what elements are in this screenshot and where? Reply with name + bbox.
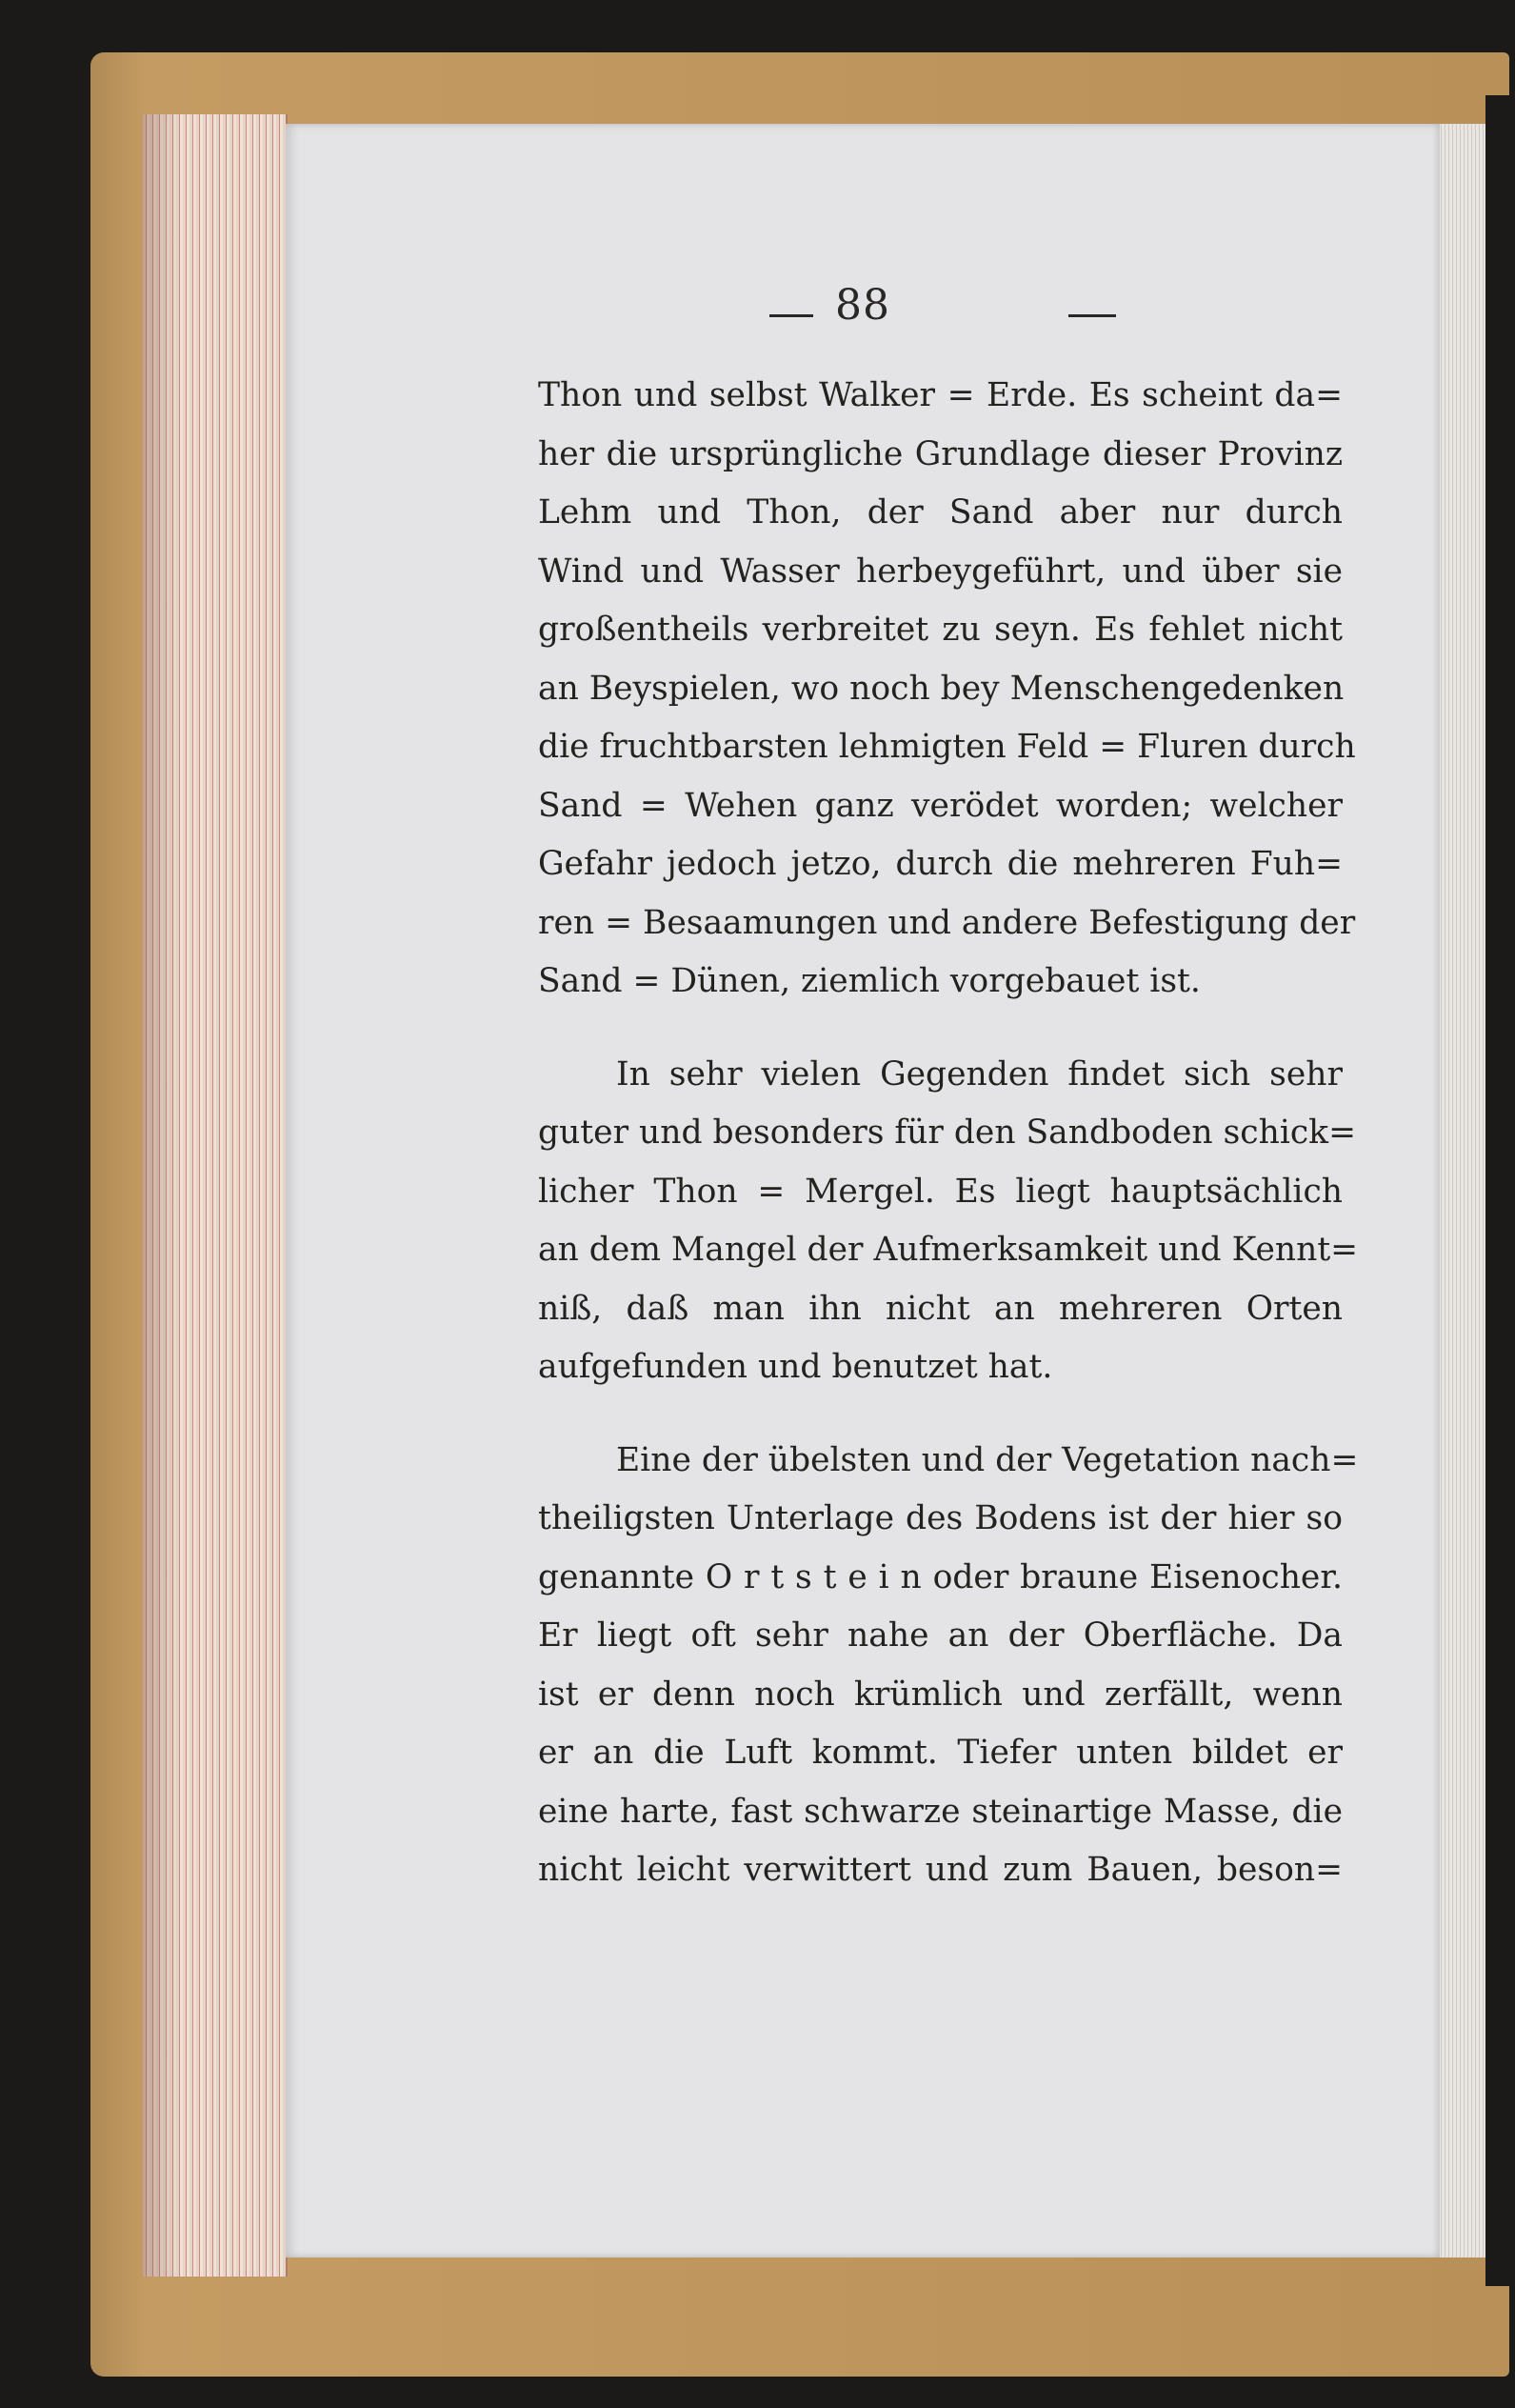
text-line: an Beyspielen, wo noch bey Menschengedenken — [538, 669, 1345, 708]
paragraph-2 — [538, 1046, 1359, 1397]
paragraph-1 — [538, 367, 1356, 1012]
text-line: er an die Luft kommt. Tiefer unten bildet er — [538, 1734, 1343, 1772]
text-line: aufgefunden und benutzet hat. — [538, 1348, 1053, 1386]
text-line: theiligsten Unterlage des Bodens ist der hier so — [538, 1499, 1343, 1537]
text-line: die fruchtbarsten lehmigten Feld = Fluren durch — [538, 728, 1356, 766]
book-page — [286, 124, 1440, 2258]
paragraph-3 — [538, 1432, 1359, 1900]
background-edge — [1485, 95, 1515, 2286]
text-line: Lehm und Thon, der Sand aber nur durch — [538, 493, 1343, 532]
text-line: an dem Mangel der Aufmerksamkeit und Kennt= — [538, 1231, 1359, 1269]
text-line: licher Thon = Mergel. Es liegt hauptsächlich — [538, 1172, 1343, 1211]
text-line: Er liegt oft sehr nahe an der Oberfläche. Da — [538, 1616, 1343, 1655]
text-line: Thon und selbst Walker = Erde. Es scheint da= — [538, 376, 1343, 414]
text-line: genannte O r t s t e i n oder braune Eisenocher. — [538, 1557, 1343, 1596]
text-line: guter und besonders für den Sandboden schick= — [538, 1114, 1356, 1152]
page-edges-shade — [143, 114, 181, 2277]
text-line: Eine der übelsten und der Vegetation nach= — [616, 1440, 1359, 1479]
text-line: her die ursprüngliche Grundlage dieser Provinz — [538, 434, 1343, 473]
text-line: nicht leicht verwittert und zum Bauen, beson= — [538, 1851, 1343, 1889]
header-dash-right — [1068, 314, 1116, 317]
text-line: Sand = Dünen, ziemlich vorgebauet ist. — [538, 962, 1201, 1000]
text-line: eine harte, fast schwarze steinartige Masse, die — [538, 1792, 1343, 1831]
paragraph-gap — [538, 1397, 1343, 1432]
text-line: ist er denn noch krümlich und zerfällt, wenn — [538, 1675, 1343, 1714]
text-line: niß, daß man ihn nicht an mehreren Orten — [538, 1289, 1343, 1328]
paragraph-gap — [538, 1012, 1343, 1046]
text-line: Gefahr jedoch jetzo, durch die mehreren Fuh= — [538, 845, 1343, 883]
text-line: großentheils verbreitet zu seyn. Es fehlet nicht — [538, 611, 1343, 649]
text-line: Sand = Wehen ganz verödet worden; welcher — [538, 786, 1343, 825]
body-text — [538, 367, 1359, 1900]
text-line: Wind und Wasser herbeygeführt, und über sie — [538, 552, 1343, 591]
text-line: ren = Besaamungen und andere Befestigung der — [538, 903, 1356, 942]
page-number: 88 — [835, 281, 890, 330]
text-line: In sehr vielen Gegenden findet sich sehr — [616, 1054, 1343, 1094]
